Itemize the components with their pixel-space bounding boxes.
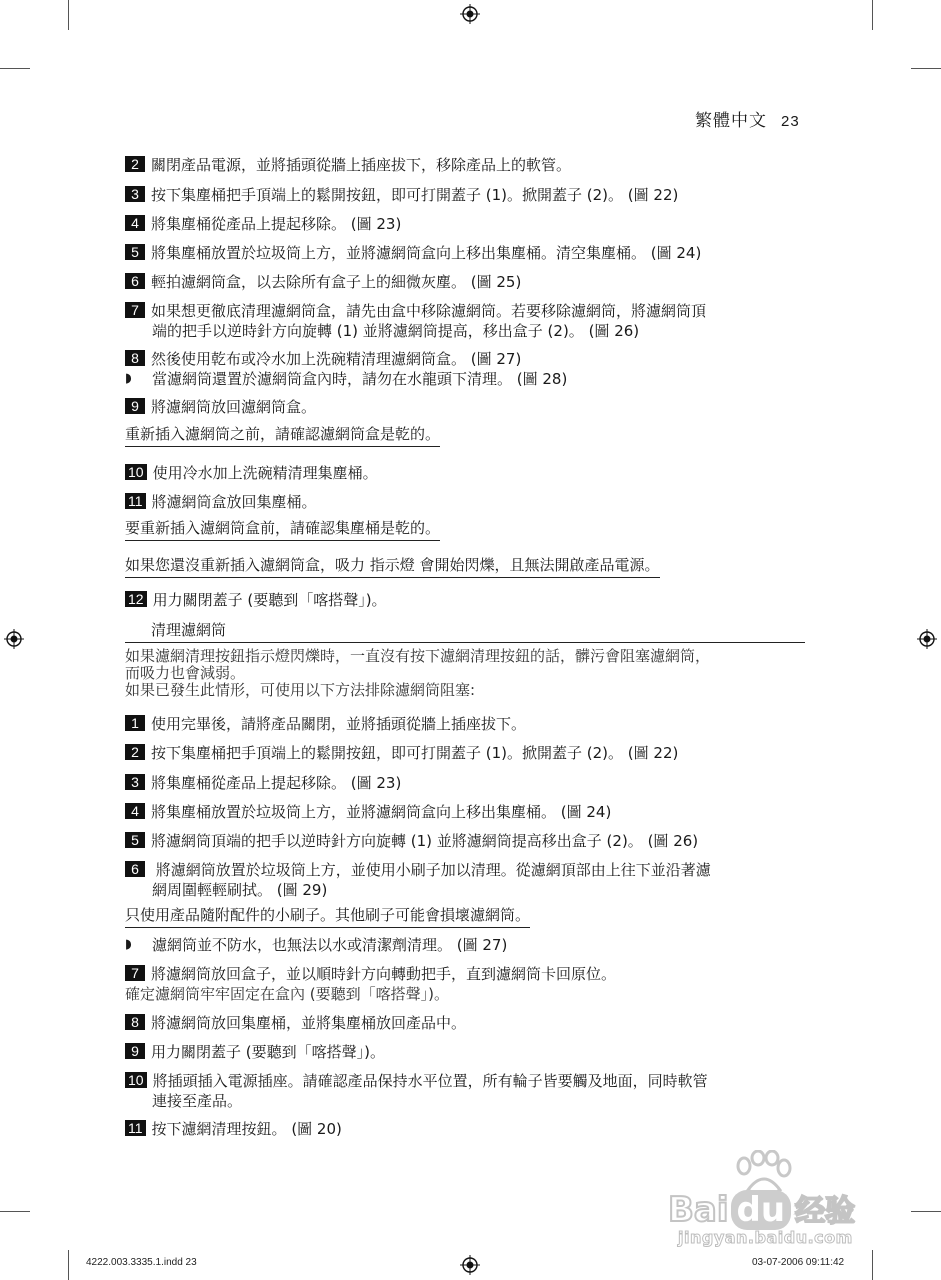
step-item: 1 使用完畢後，請將產品關閉，並將插頭從牆上插座拔下。: [125, 714, 815, 734]
step-item: 4 將集塵桶放置於垃圾筒上方，並將濾網筒盒向上移出集塵桶。 (圖 24): [125, 802, 815, 822]
step-item: 5 將集塵桶放置於垃圾筒上方，並將濾網筒盒向上移出集塵桶。清空集塵桶。 (圖 24): [125, 243, 815, 263]
section-title: 清理濾網筒: [125, 619, 805, 643]
baidu-watermark: [668, 1150, 898, 1250]
bullet-icon: ◗: [125, 371, 132, 386]
step-item: 6 輕拍濾網筒盒，以去除所有盒子上的細微灰塵。 (圖 25): [125, 272, 815, 292]
step-item: 11 按下濾網清理按鈕。 (圖 20): [125, 1119, 815, 1139]
crop-mark: [872, 0, 873, 30]
crop-mark: [911, 1211, 941, 1212]
crop-mark: [68, 0, 69, 30]
page-header: [695, 106, 800, 131]
header-language: 繁體中文: [695, 111, 767, 131]
step-item: 12 用力關閉蓋子 (要聽到「喀搭聲」)。: [125, 590, 815, 610]
bullet-text: 濾網筒並不防水，也無法以水或清潔劑清理。 (圖 27): [152, 936, 508, 954]
note-text: 重新插入濾網筒之前，請確認濾網筒盒是乾的。: [125, 424, 440, 447]
note-text: 只使用產品隨附配件的小刷子。其他刷子可能會損壞濾網筒。: [125, 905, 530, 928]
footer-file: 4222.003.3335.1.indd 23: [86, 1257, 197, 1268]
step-item: 10 使用冷水加上洗碗精清理集塵桶。: [125, 463, 815, 483]
step-item: 9 將濾網筒放回濾網筒盒。: [125, 397, 815, 417]
step-item: 10 將插頭插入電源插座。請確認產品保持水平位置，所有輪子皆要觸及地面，同時軟管 連接至產品。: [125, 1071, 815, 1111]
step-item: 5 將濾網筒頂端的把手以逆時針方向旋轉 (1) 並將濾網筒提高移出盒子 (2)。 (圖 26): [125, 831, 815, 851]
step-item: 9 用力關閉蓋子 (要聽到「喀搭聲」)。: [125, 1042, 815, 1062]
step-item: 2 關閉產品電源，並將插頭從牆上插座拔下，移除產品上的軟管。: [125, 155, 815, 175]
step-item: 2 按下集塵桶把手頂端上的鬆開按鈕，即可打開蓋子 (1)。掀開蓋子 (2)。 (圖 22): [125, 743, 815, 763]
step-item: 8 然後使用乾布或冷水加上洗碗精清理濾網筒盒。 (圖 27): [125, 349, 815, 369]
watermark-url: jingyan.baidu.com: [678, 1228, 853, 1247]
crop-mark: [911, 68, 941, 69]
step-item: 6 將濾網筒放置於垃圾筒上方，並使用小刷子加以清理。從濾網頂部由上往下並沿著濾 網周圍輕輕刷拭。 (圖 29): [125, 860, 815, 900]
registration-mark-icon: [4, 629, 24, 649]
page-number: 23: [781, 113, 800, 130]
step-item: 11 將濾網筒盒放回集塵桶。: [125, 492, 815, 512]
step-item: 3 將集塵桶從產品上提起移除。 (圖 23): [125, 773, 815, 793]
registration-mark-icon: [460, 4, 480, 24]
crop-mark: [0, 1211, 30, 1212]
step-item: 3 按下集塵桶把手頂端上的鬆開按鈕，即可打開蓋子 (1)。掀開蓋子 (2)。 (圖 22): [125, 185, 815, 205]
step-item: 8 將濾網筒放回集塵桶，並將集塵桶放回產品中。: [125, 1013, 815, 1033]
footer-datetime: 03-07-2006 09:11:42: [752, 1257, 845, 1268]
step-item: 4 將集塵桶從產品上提起移除。 (圖 23): [125, 214, 815, 234]
note-text: 如果您還沒重新插入濾網筒盒，吸力 指示燈 會開始閃爍，且無法開啟產品電源。: [125, 555, 660, 578]
bullet-text: 當濾網筒還置於濾網筒盒內時，請勿在水龍頭下清理。 (圖 28): [152, 370, 568, 388]
intro-text: 如果濾網清理按鈕指示燈閃爍時，一直沒有按下濾網清理按鈕的話，髒污會阻塞濾網筒， 而吸力也會減弱。 如果已發生此情形，可使用以下方法排除濾網筒阻塞:: [125, 647, 711, 699]
watermark-brand: Bai du 经验: [668, 1190, 856, 1230]
step-item: 7 如果想更徹底清理濾網筒盒，請先由盒中移除濾網筒。若要移除濾網筒，將濾網筒頂 端的把手以逆時針方向旋轉 (1) 並將濾網筒提高，移出盒子 (2)。 (圖 26): [125, 301, 815, 341]
plain-text: 確定濾網筒牢牢固定在盒內 (要聽到「喀搭聲」)。: [125, 985, 449, 1003]
step-item: 7 將濾網筒放回盒子，並以順時針方向轉動把手，直到濾網筒卡回原位。: [125, 964, 815, 984]
registration-mark-icon: [460, 1255, 480, 1275]
note-text: 要重新插入濾網筒盒前，請確認集塵桶是乾的。: [125, 518, 440, 541]
crop-mark: [0, 68, 30, 69]
crop-mark: [872, 1250, 873, 1280]
crop-mark: [68, 1250, 69, 1280]
registration-mark-icon: [917, 629, 937, 649]
bullet-icon: ◗: [125, 937, 132, 952]
